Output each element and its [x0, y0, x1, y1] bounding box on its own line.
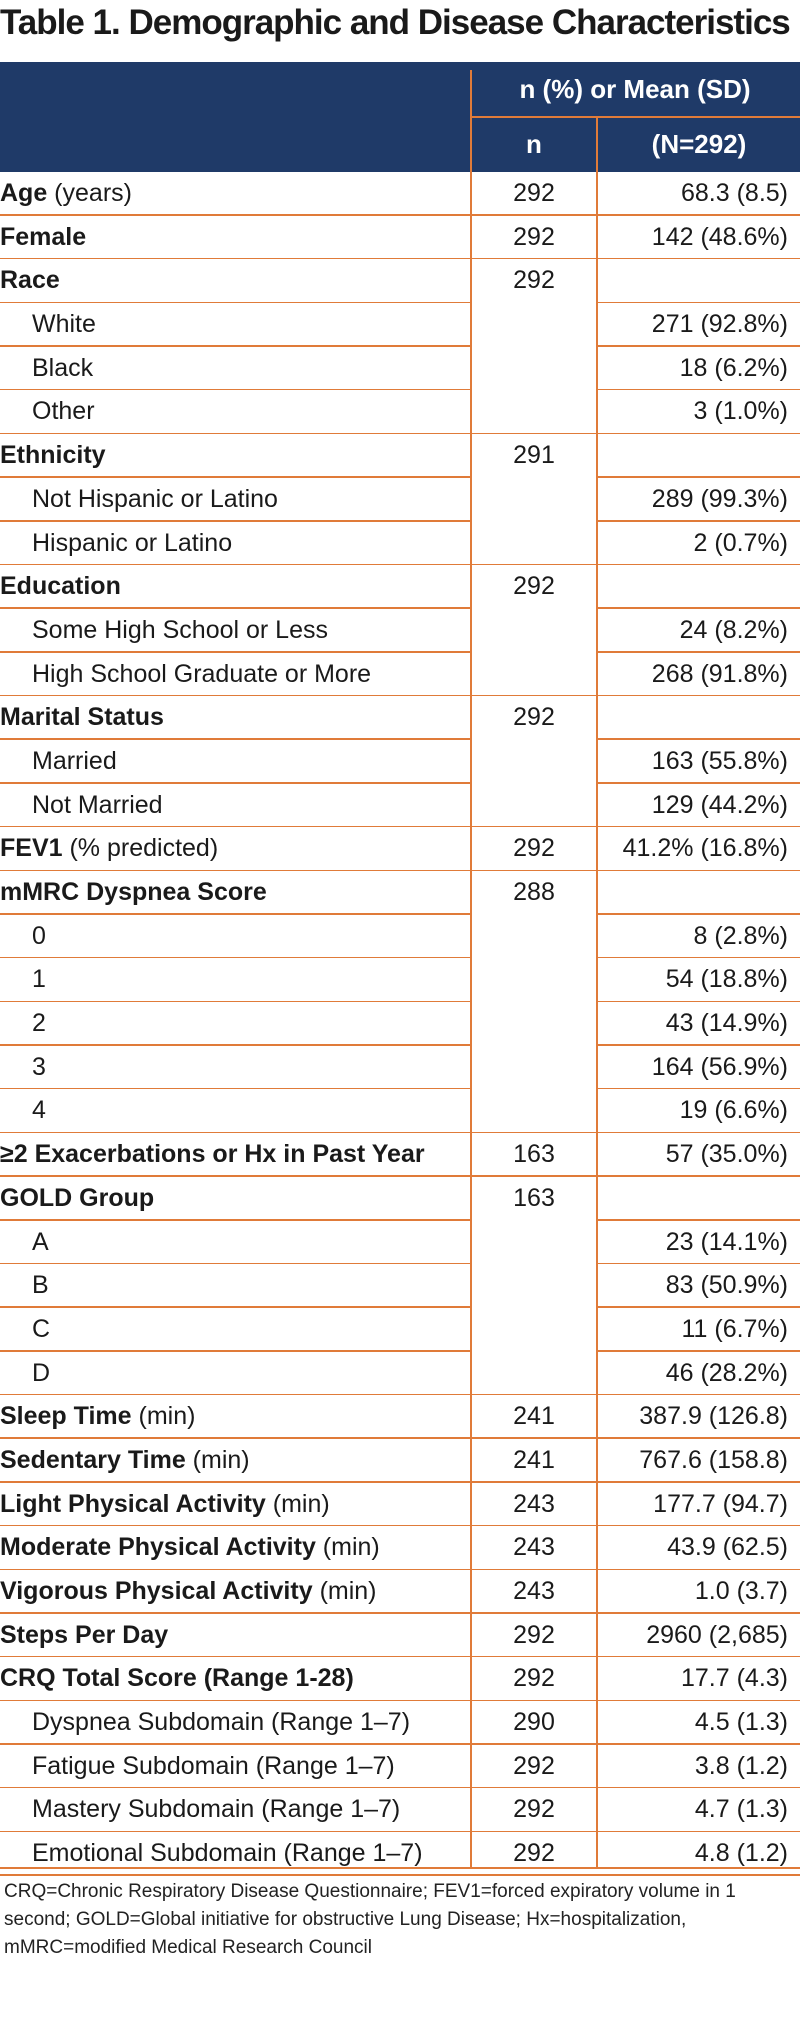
row-value: 767.6 (158.8) [639, 1445, 788, 1474]
table-row [0, 434, 800, 478]
row-value: 387.9 (126.8) [639, 1402, 788, 1431]
row-n: 243 [513, 1489, 555, 1518]
row-value: 268 (91.8%) [651, 659, 788, 688]
row-label-text: Vigorous Physical Activity [0, 1577, 313, 1605]
row-label [0, 1701, 470, 1745]
row-label-text: Dyspnea Subdomain (Range 1–7) [32, 1708, 411, 1737]
table-row [0, 1395, 800, 1439]
row-label [0, 303, 470, 347]
row-value: 46 (28.2%) [665, 1358, 788, 1387]
row-label-text: ≥2 Exacerbations or Hx in Past Year [0, 1140, 425, 1169]
row-n [470, 390, 598, 434]
header-divider [472, 116, 800, 118]
column-divider-n [470, 172, 472, 1867]
header-row-group [0, 62, 800, 116]
row-value: 83 (50.9%) [665, 1271, 788, 1300]
row-label-suffix: (years) [47, 179, 132, 207]
table-row [0, 216, 800, 260]
row-n: 292 [513, 1620, 555, 1649]
table-row [0, 609, 800, 653]
table-row [0, 1526, 800, 1570]
row-label [0, 1221, 470, 1265]
row-label-text: Sedentary Time [0, 1445, 186, 1474]
row-value: 4.7 (1.3) [694, 1795, 788, 1824]
row-value: 271 (92.8%) [651, 310, 788, 339]
table-row [0, 172, 800, 216]
header-col-divider-left [470, 70, 472, 172]
row-label-text: B [32, 1271, 49, 1300]
row-label-text: Age [0, 179, 48, 207]
row-value: 57 (35.0%) [665, 1140, 788, 1169]
row-n: 292 [513, 266, 555, 295]
row-label [0, 1002, 470, 1046]
row-n [470, 784, 598, 828]
row-label-text: Light Physical Activity [0, 1489, 266, 1518]
row-n [470, 740, 598, 784]
row-n: 163 [513, 1140, 555, 1169]
row-label [0, 216, 470, 260]
row-label-text: Hispanic or Latino [32, 528, 233, 557]
table-row [0, 303, 800, 347]
table-row [0, 1483, 800, 1527]
header-row-columns [0, 116, 800, 172]
row-label-text: mMRC Dyspnea Score [0, 878, 267, 906]
table-row [0, 871, 800, 915]
row-value: 18 (6.2%) [679, 353, 788, 382]
row-n [470, 915, 598, 959]
row-value [598, 434, 788, 478]
row-value: 41.2% (16.8%) [622, 834, 788, 863]
row-n: 292 [513, 572, 555, 601]
row-label [0, 609, 470, 653]
row-label-text: GOLD Group [0, 1183, 155, 1212]
row-n [470, 958, 598, 1002]
row-label-suffix: (min) [265, 1489, 330, 1518]
row-value: 11 (6.7%) [681, 1314, 788, 1343]
header-col-n: n [526, 129, 542, 159]
table-row [0, 696, 800, 740]
header-group-label: n (%) or Mean (SD) [519, 74, 751, 104]
row-n: 292 [513, 222, 555, 251]
row-value: 177.7 (94.7) [653, 1489, 788, 1518]
row-n: 163 [513, 1183, 555, 1212]
row-label [0, 1264, 470, 1308]
row-label-suffix: (min) [185, 1445, 250, 1474]
table-row [0, 478, 800, 522]
table-row [0, 1657, 800, 1701]
table-row [0, 1745, 800, 1789]
row-label-text: Mastery Subdomain (Range 1–7) [32, 1795, 401, 1824]
table-row [0, 1570, 800, 1614]
table-row [0, 1352, 800, 1396]
row-label-text: Steps Per Day [0, 1620, 169, 1649]
row-label [0, 1046, 470, 1090]
row-label-text: Race [0, 266, 60, 295]
row-n [470, 303, 598, 347]
row-n [470, 478, 598, 522]
row-label [0, 915, 470, 959]
row-value: 142 (48.6%) [651, 222, 788, 251]
row-value: 3 (1.0%) [693, 397, 788, 426]
row-label-text: Sleep Time [0, 1402, 132, 1431]
row-value: 68.3 (8.5) [680, 179, 788, 207]
table-body [0, 172, 800, 1876]
row-label [0, 653, 470, 697]
row-label [0, 1788, 470, 1832]
row-n [470, 347, 598, 391]
table-row [0, 1614, 800, 1658]
table-row [0, 1046, 800, 1090]
row-label-text: D [32, 1358, 51, 1387]
table-footnote: CRQ=Chronic Respiratory Disease Questionnaire; FEV1=forced expiratory volume in 1 second; GOLD=Global initiative for obstructive Lung Disease; Hx=hospitalization, mMRC=modified Medical Research Council [4, 1881, 736, 1958]
table-row [0, 958, 800, 1002]
row-value: 43.9 (62.5) [667, 1533, 788, 1562]
table-row [0, 390, 800, 434]
row-label [0, 1395, 470, 1439]
row-label [0, 434, 470, 478]
row-label-text: Married [32, 746, 117, 775]
row-value: 23 (14.1%) [665, 1227, 788, 1256]
row-label-text: Other [32, 397, 95, 426]
table-row [0, 653, 800, 697]
row-label-text: FEV1 [0, 834, 63, 863]
row-label [0, 1832, 470, 1876]
row-label-text: A [32, 1227, 49, 1256]
row-n [470, 1308, 598, 1352]
row-label [0, 522, 470, 566]
row-label [0, 1483, 470, 1527]
row-label-text: Female [0, 222, 87, 251]
row-label [0, 1570, 470, 1614]
row-n: 292 [513, 1751, 555, 1780]
table-row [0, 1089, 800, 1133]
row-label-text: 1 [32, 965, 46, 994]
row-label [0, 1352, 470, 1396]
row-label-text: Not Hispanic or Latino [32, 484, 278, 513]
table-row [0, 827, 800, 871]
header-col-divider-right [596, 116, 598, 172]
row-label [0, 390, 470, 434]
row-n: 241 [513, 1402, 555, 1431]
row-n: 292 [513, 1795, 555, 1824]
row-label-text: 4 [32, 1096, 46, 1125]
footer-rule [0, 1867, 800, 1869]
row-value [598, 871, 788, 915]
row-n [470, 1221, 598, 1265]
row-label-text: 0 [32, 921, 46, 950]
row-label [0, 871, 470, 915]
row-value: 2960 (2,685) [646, 1620, 788, 1649]
row-label-suffix: (min) [131, 1402, 196, 1431]
row-label-text: Education [0, 572, 121, 601]
table-row [0, 522, 800, 566]
row-n: 292 [513, 703, 555, 732]
table-row [0, 259, 800, 303]
row-label [0, 696, 470, 740]
row-value: 24 (8.2%) [679, 615, 788, 644]
header-col-value: (N=292) [651, 129, 747, 159]
row-label-suffix: (min) [312, 1577, 377, 1605]
row-n [470, 1352, 598, 1396]
row-label [0, 1308, 470, 1352]
row-label [0, 1177, 470, 1221]
row-value: 17.7 (4.3) [680, 1664, 788, 1693]
row-value: 54 (18.8%) [665, 965, 788, 994]
row-value: 129 (44.2%) [651, 790, 788, 819]
row-n [470, 1089, 598, 1133]
row-label [0, 1614, 470, 1658]
row-n [470, 522, 598, 566]
row-value [598, 696, 788, 740]
row-value: 2 (0.7%) [693, 528, 788, 557]
row-label-text: Ethnicity [0, 441, 106, 470]
row-label [0, 784, 470, 828]
row-label [0, 1526, 470, 1570]
row-label-text: Emotional Subdomain (Range 1–7) [32, 1839, 423, 1868]
column-divider-value [596, 172, 598, 1867]
row-value [598, 259, 788, 303]
row-value: 164 (56.9%) [651, 1052, 788, 1081]
table-row [0, 1221, 800, 1265]
row-value [598, 565, 788, 609]
table-row [0, 1832, 800, 1876]
row-n [470, 1046, 598, 1090]
row-label-text: Some High School or Less [32, 615, 328, 644]
table-row [0, 1133, 800, 1177]
row-value: 1.0 (3.7) [694, 1577, 788, 1605]
row-label-text: Fatigue Subdomain (Range 1–7) [32, 1751, 395, 1780]
row-value [598, 1177, 788, 1221]
row-value: 3.8 (1.2) [694, 1751, 788, 1780]
row-value: 4.5 (1.3) [694, 1708, 788, 1737]
row-n: 292 [513, 834, 555, 863]
row-n [470, 609, 598, 653]
table-row [0, 784, 800, 828]
row-value: 19 (6.6%) [679, 1096, 788, 1125]
row-n: 290 [513, 1708, 555, 1737]
row-n: 292 [513, 1839, 555, 1868]
row-n: 288 [513, 878, 555, 906]
row-label [0, 565, 470, 609]
row-label [0, 1089, 470, 1133]
row-label-text: Moderate Physical Activity [0, 1533, 316, 1562]
row-n: 291 [513, 441, 555, 470]
row-n [470, 1002, 598, 1046]
row-n: 292 [513, 179, 555, 207]
row-label-suffix: (% predicted) [62, 834, 219, 863]
row-label-text: Marital Status [0, 703, 164, 732]
row-n: 292 [513, 1664, 555, 1693]
row-label-text: 2 [32, 1009, 46, 1038]
row-label-text: 3 [32, 1052, 46, 1081]
table-row [0, 915, 800, 959]
table-row [0, 1439, 800, 1483]
table-row [0, 1264, 800, 1308]
row-label [0, 1745, 470, 1789]
row-label-text: High School Graduate or More [32, 659, 372, 688]
row-label-text: Black [32, 353, 94, 382]
table-row [0, 1788, 800, 1832]
row-label [0, 958, 470, 1002]
row-label [0, 1439, 470, 1483]
row-n: 243 [513, 1577, 555, 1605]
table-row [0, 740, 800, 784]
row-label [0, 259, 470, 303]
row-value: 8 (2.8%) [693, 921, 788, 950]
row-label-text: C [32, 1314, 51, 1343]
row-label [0, 478, 470, 522]
table-row [0, 1002, 800, 1046]
table-row [0, 1308, 800, 1352]
table-row [0, 1701, 800, 1745]
row-label [0, 172, 470, 216]
row-n [470, 1264, 598, 1308]
row-value: 289 (99.3%) [651, 484, 788, 513]
row-rule [0, 1874, 800, 1876]
row-label [0, 740, 470, 784]
row-value: 4.8 (1.2) [694, 1839, 788, 1868]
row-label-suffix: (min) [315, 1533, 380, 1562]
row-n [470, 653, 598, 697]
table-row [0, 565, 800, 609]
row-n: 241 [513, 1445, 555, 1474]
row-label-text: White [32, 310, 96, 339]
row-n: 243 [513, 1533, 555, 1562]
row-value: 43 (14.9%) [665, 1009, 788, 1038]
row-value: 163 (55.8%) [651, 746, 788, 775]
table-row [0, 347, 800, 391]
row-label-text: CRQ Total Score (Range 1-28) [0, 1664, 354, 1693]
row-label-text: Not Married [32, 790, 163, 819]
row-label [0, 827, 470, 871]
row-label [0, 347, 470, 391]
table-row [0, 1177, 800, 1221]
table-title: Table 1. Demographic and Disease Characteristics [0, 3, 790, 42]
row-label [0, 1133, 470, 1177]
row-label [0, 1657, 470, 1701]
